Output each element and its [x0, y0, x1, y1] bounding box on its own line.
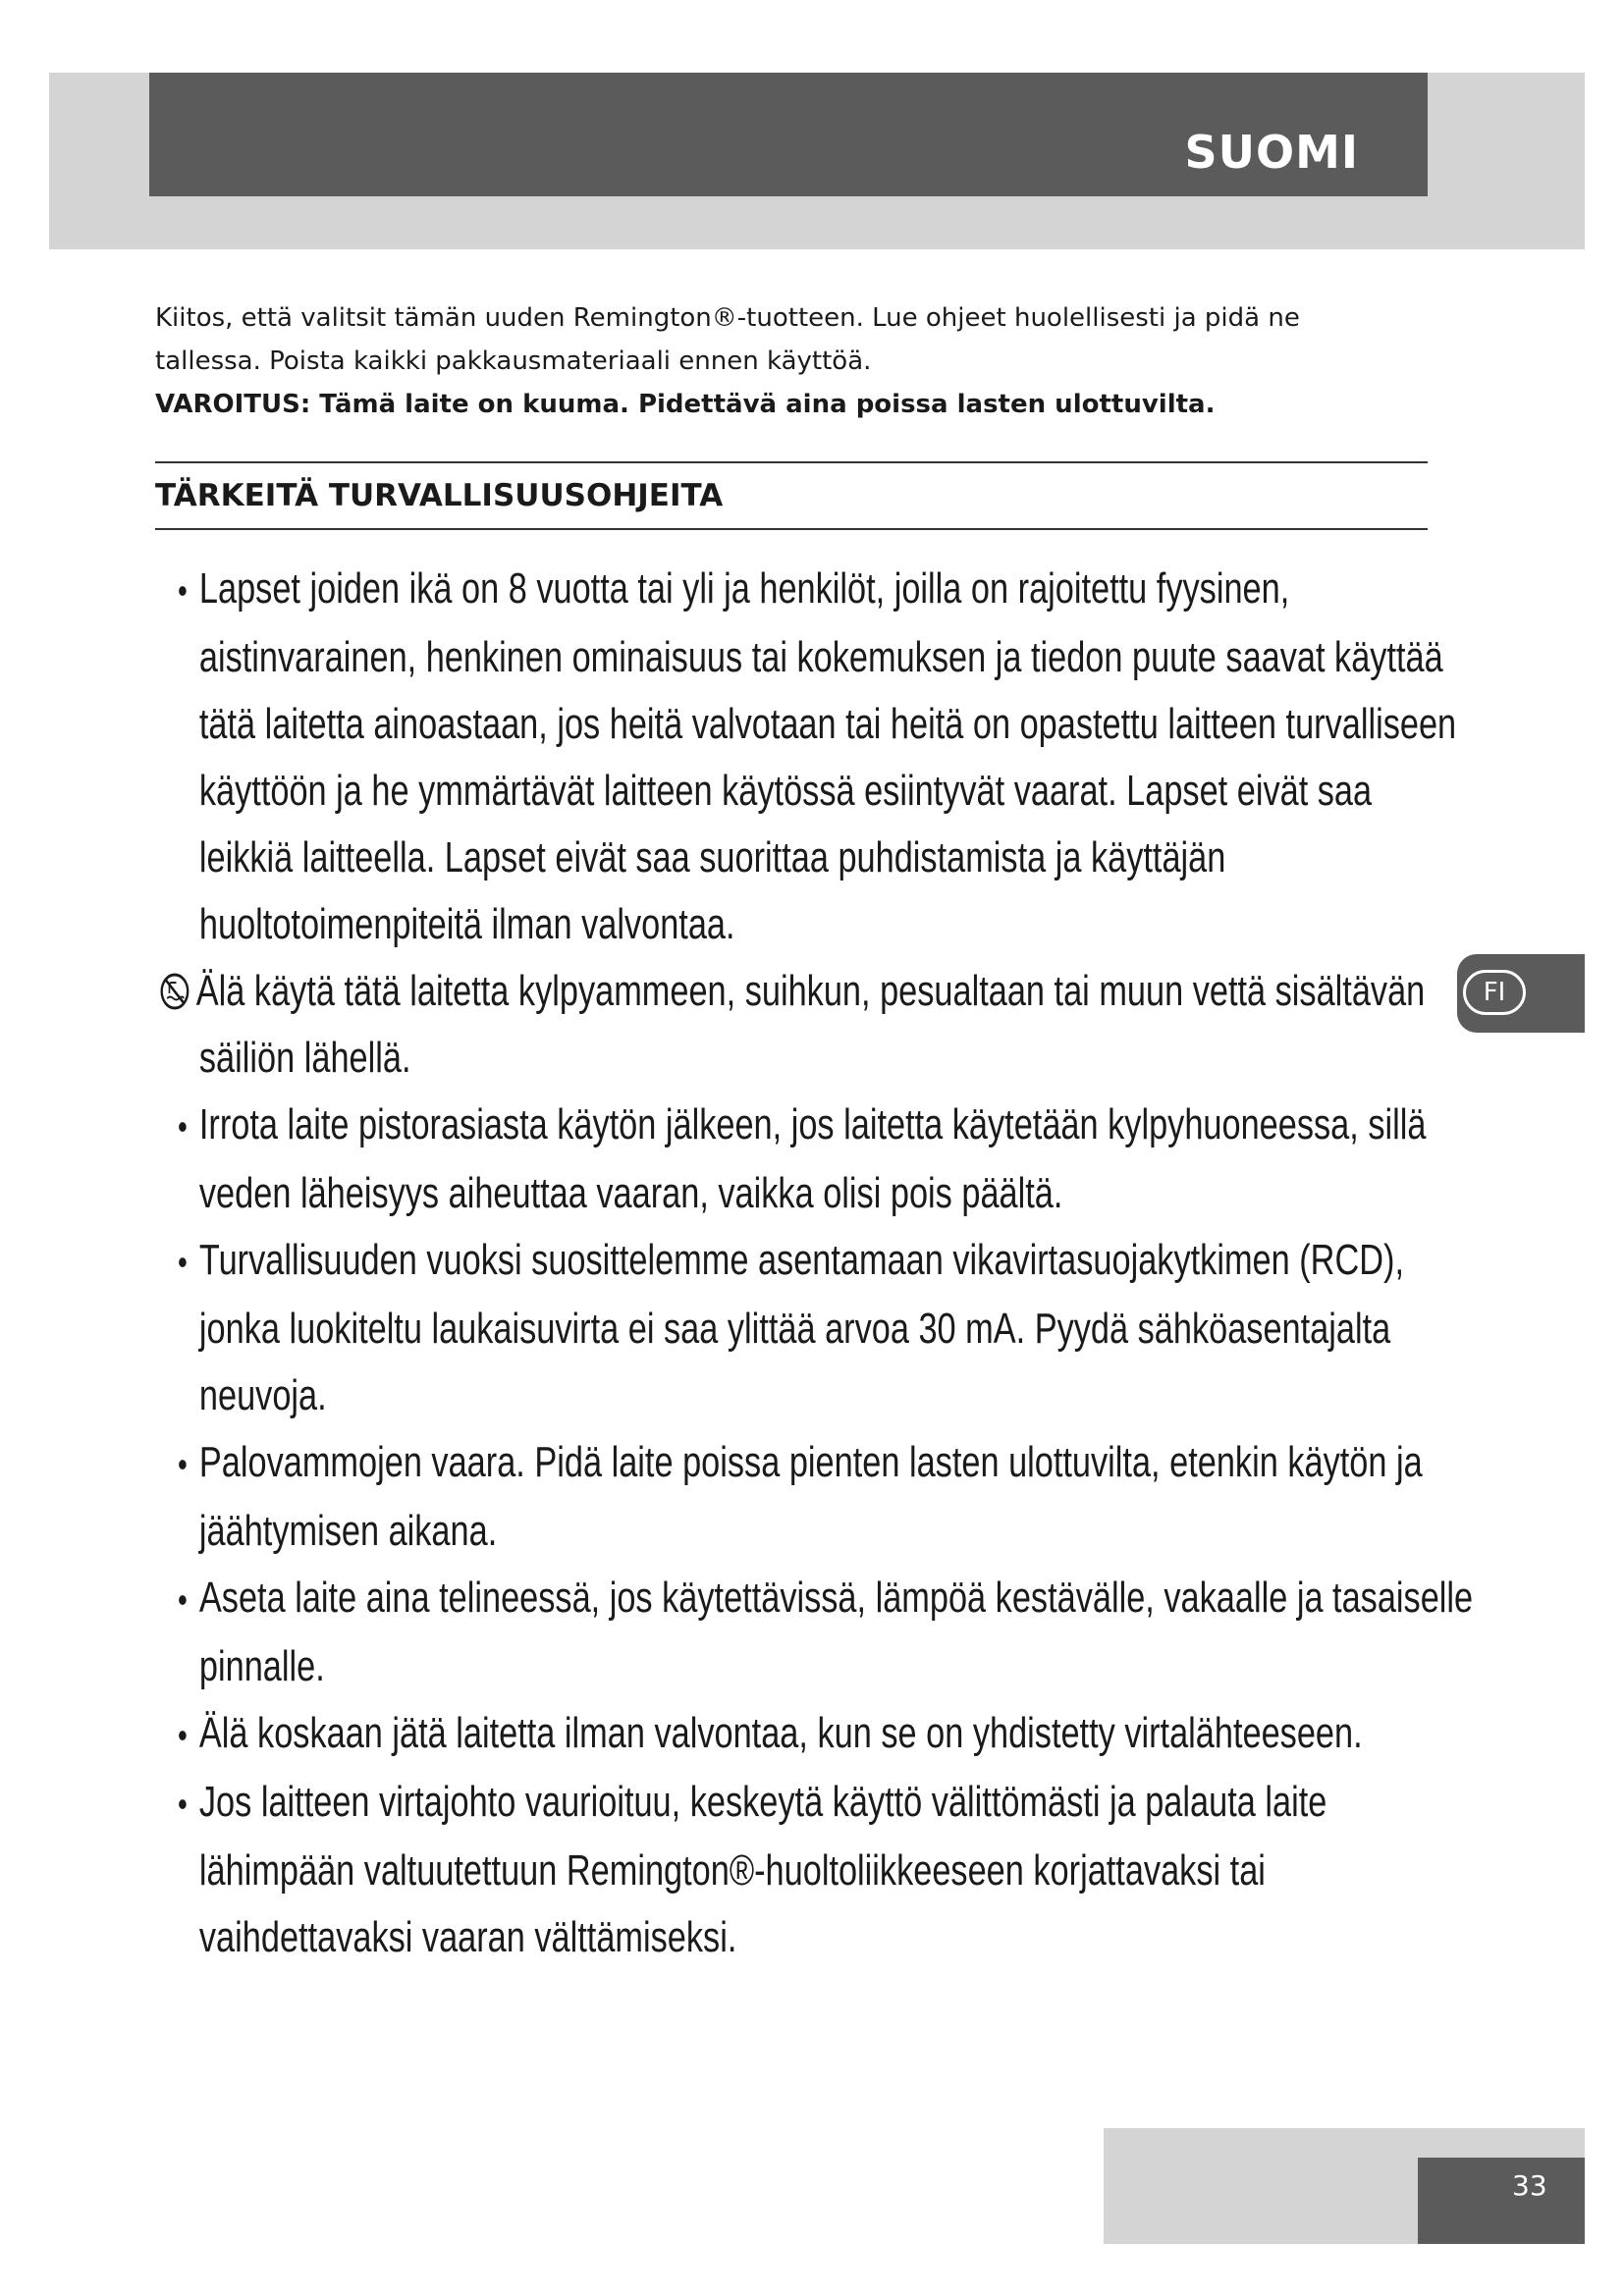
language-badge: FI	[1463, 970, 1526, 1015]
bullet: •	[178, 1579, 188, 1620]
footer-page-box	[1418, 2158, 1585, 2244]
list-item-text: Älä käytä tätä laitetta kylpyammeen, suihkun, pesualtaan tai muun vettä sisältävän säiliön lähellä.	[195, 967, 1426, 1082]
language-title: SUOMI	[1184, 126, 1359, 179]
page-number: 33	[1512, 2169, 1547, 2202]
bullet: •	[178, 570, 188, 611]
bullet: •	[178, 1106, 188, 1147]
no-water-use-icon	[159, 972, 189, 1011]
list-item-text: Jos laitteen virtajohto vaurioituu, keskeytä käyttö välittömästi ja palauta laite lähimpään valtuutettuun Remington®-huoltoliikkeeseen korjattavaksi tai vaihdettavaksi vaaran välttämiseksi.	[198, 1778, 1327, 1961]
safety-instructions-list	[157, 556, 1475, 1971]
section-rule-bottom	[155, 528, 1428, 530]
list-item	[157, 1565, 1475, 1700]
list-item	[157, 556, 1475, 958]
list-item	[157, 1092, 1475, 1227]
list-item-text: Turvallisuuden vuoksi suosittelemme asentamaan vikavirtasuojakytkimen (RCD), jonka luokiteltu laukaisuvirta ei saa ylittää arvoa 30 mA. Pyydä sähköasentajalta neuvoja.	[198, 1236, 1404, 1419]
list-item-text: Aseta laite aina telineessä, jos käytettävissä, lämpöä kestävälle, vakaalle ja tasaiselle pinnalle.	[198, 1574, 1474, 1690]
intro-text	[155, 296, 1432, 426]
list-item	[157, 1769, 1475, 1971]
section-heading: TÄRKEITÄ TURVALLISUUSOHJEITA	[155, 478, 724, 513]
list-item-text: Palovammojen vaara. Pidä laite poissa pienten lasten ulottuvilta, etenkin käytön ja jäähtymisen aikana.	[198, 1438, 1423, 1555]
list-item	[157, 1429, 1475, 1565]
list-item	[157, 958, 1475, 1092]
list-item-text: Älä koskaan jätä laitetta ilman valvontaa, kun se on yhdistetty virtalähteeseen.	[198, 1709, 1363, 1757]
list-item-text: Lapset joiden ikä on 8 vuotta tai yli ja henkilöt, joilla on rajoitettu fyysinen, aistinvarainen, henkinen ominaisuus tai kokemuksen ja tiedon puute saavat käyttää tätä laitetta ainoastaan, jos heitä valvotaan tai heitä on opastettu laitteen turvalliseen käyttöön ja he ymmärtävät laitteen käytössä esiintyvät vaarat. Lapset eivät saa leikkiä laitteella. Lapset eivät saa suorittaa puhdistamista ja käyttäjän huoltotoimenpiteitä ilman valvontaa.	[198, 564, 1457, 948]
warning-text: VAROITUS: Tämä laite on kuuma. Pidettävä aina poissa lasten ulottuvilta.	[155, 390, 1216, 419]
bullet: •	[178, 1444, 188, 1484]
section-rule-top	[155, 461, 1428, 463]
list-item	[157, 1227, 1475, 1429]
list-item-text: Irrota laite pistorasiasta käytön jälkeen, jos laitetta käytetään kylpyhuoneessa, sillä veden läheisyys aiheuttaa vaaran, vaikka olisi pois päältä.	[198, 1100, 1427, 1217]
intro-line-1: Kiitos, että valitsit tämän uuden Remington®-tuotteen. Lue ohjeet huolellisesti ja pidä ne	[155, 303, 1300, 333]
header-bar	[149, 73, 1428, 196]
bullet: •	[178, 1784, 188, 1824]
bullet: •	[178, 1715, 188, 1755]
intro-line-2: tallessa. Poista kaikki pakkausmateriaali ennen käyttöä.	[155, 347, 872, 376]
bullet: •	[178, 1242, 188, 1282]
list-item	[157, 1700, 1475, 1769]
